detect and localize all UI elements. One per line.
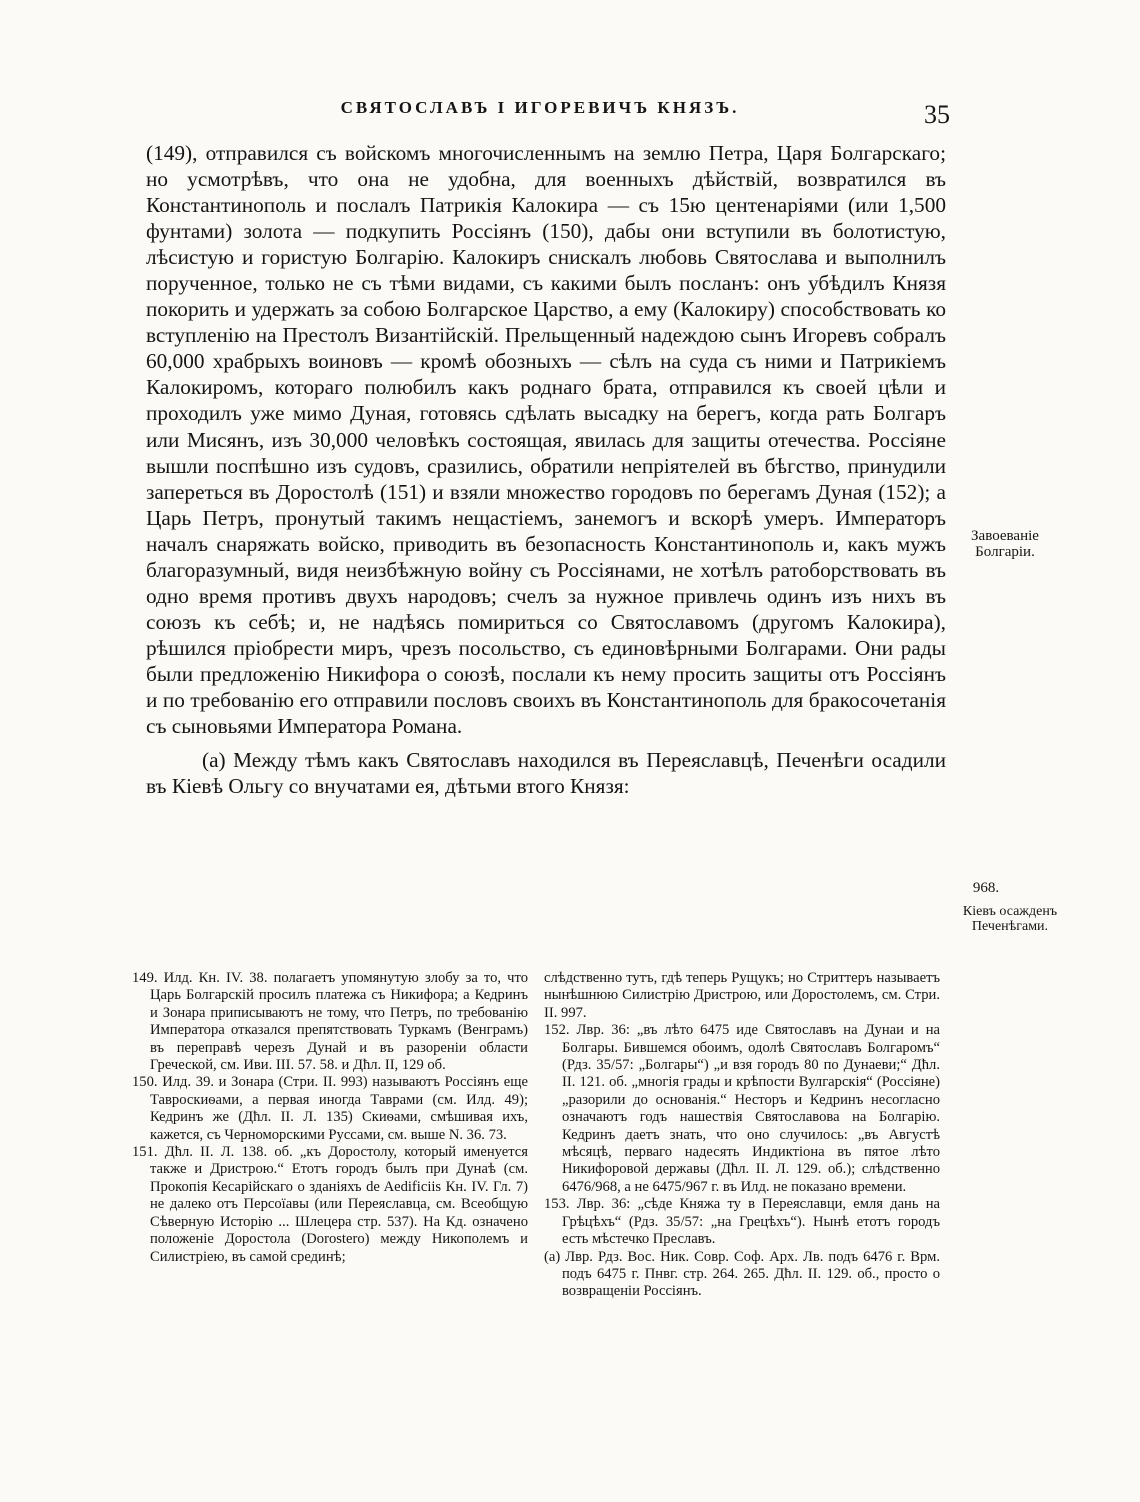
footnote-column-right: [544, 970, 940, 1301]
footnote-column-left: [132, 970, 528, 1301]
footnote: 149. Илд. Кн. IV. 38. полагаетъ упомянутую злобу за то, что Царь Болгарскій просилъ платежа съ Никифора; а Кедринъ и Зонара приписываютъ не тому, что Петръ, по требованію Императора отказался препятствовать Туркамъ (Венграмъ) въ переправѣ черезъ Дунай и въ разореніи области Греческой, см. Иви. III. 57. 58. и Дћл. II, 129 об.: [132, 970, 528, 1074]
footnote: 151. Дћл. II. Л. 138. об. „къ Доростолу, который именуется также и Дристрою.“ Етотъ городъ былъ при Дунаѣ (см. Прокопія Кесарійскаго о зданіяхъ de Aedificiis Кн. IV. Гл. 7) не далеко отъ Персоїавы (или Переяславца, см. Всеобщую Сѣверную Исторію ... Шлецера стр. 537). На Кд. означено положеніе Доростола (Dorostero) между Никополемъ и Силистріею, въ самой срединѣ;: [132, 1144, 528, 1265]
main-text: [146, 140, 946, 799]
footnotes: [132, 970, 940, 1301]
margin-note-kiev-siege: Кіевъ осажденъ Печенѣгами.: [962, 904, 1058, 934]
footnote: 150. Илд. 39. и Зонара (Стри. II. 993) называютъ Россіянъ еще Тавроскиѳами, а первая иногда Таврами (см. Илд. 49); Кедринъ же (Дћл. II. Л. 135) Скиѳами, смѣшивая ихъ, кажется, съ Черноморскими Руссами, см. выше N. 36. 73.: [132, 1074, 528, 1143]
footnote: 153. Лвр. 36: „сѣде Княжа ту в Переяславци, емля дань на Грѣцѣхъ“ (Рдз. 35/57: „на Грецѣхъ“). Нынѣ етотъ городъ есть мѣстечко Преславъ.: [544, 1196, 940, 1248]
footnote: (а) Лвр. Рдз. Вос. Ник. Совр. Соф. Арх. Лв. подъ 6476 г. Врм. подъ 6475 г. Пнвг. стр. 264. 265. Дћл. II. 129. об., просто о возвращеніи Россіянъ.: [544, 1248, 940, 1300]
page-number: 35: [924, 100, 950, 129]
main-paragraph: (149), отправился съ войскомъ многочисленнымъ на землю Петра, Царя Болгарскаго; но усмотрѣвъ, что она не удобна, для военныхъ дѣйствій, возвратился въ Константинополь и послалъ Патрикія Калокира — съ 15ю центенаріями (или 1,500 фунтами) золота — подкупить Россіянъ (150), дабы они вступили въ болотистую, лѣсистую и гористую Болгарію. Калокиръ снискалъ любовь Святослава и выполнилъ порученное, только не съ тѣми видами, съ какими былъ посланъ: онъ убѣдилъ Князя покорить и удержать за собою Болгарское Царство, а ему (Калокиру) способствовать ко вступленію на Престолъ Византійскій. Прельщенный надеждою сынъ Игоревъ собралъ 60,000 храбрыхъ воиновъ — кромѣ обозныхъ — сѣлъ на суда съ ними и Патрикіемъ Калокиромъ, котораго полюбилъ какъ роднаго брата, отправился къ своей цѣли и проходилъ уже мимо Дуная, готовясь сдѣлать высадку на берегъ, когда рать Болгаръ или Мисянъ, изъ 30,000 человѣкъ состоящая, явилась для защиты отечества. Россіяне вышли поспѣшно изъ судовъ, сразились, обратили непріятелей въ бѣгство, принудили запереться въ Доростолѣ (151) и взяли множество городовъ по берегамъ Дуная (152); а Царь Петръ, пронутый такимъ нещастіемъ, занемогъ и вскорѣ умеръ. Императоръ началъ снаряжать войско, приводить въ безопасность Константинополь и, какъ мужъ благоразумный, видя неизбѣжную войну съ Россіянами, не хотѣлъ ратоборствовать въ одно время противъ двухъ народовъ; счелъ за нужное привлечь одинъ изъ нихъ въ союзъ къ себѣ; и, не надѣясь помириться со Святославомъ (другомъ Калокира), рѣшился пріобрести миръ, чрезъ посольство, съ единовѣрными Болгарами. Они рады были предложенію Никифора о союзѣ, послали къ нему просить защиты отъ Россіянъ и по требованію его отправили пословъ своихъ въ Константинополь для бракосочетанія съ сыновьями Императора Романа.: [146, 141, 946, 739]
running-head: СВЯТОСЛАВЪ I ИГОРЕВИЧЪ КНЯЗЪ.: [340, 98, 740, 117]
margin-note-conquest: Завоеваніе Болгаріи.: [971, 528, 1039, 560]
footnote: 152. Лвр. 36: „въ лѣто 6475 иде Святославъ на Дунаи и на Болгары. Бившемся обоимъ, одолѣ Святославъ Болгаромъ“ (Рдз. 35/57: „Болгары“) „и взя городъ 80 по Дунаеви;“ Дћл. II. 121. об. „многія грады и крѣпости Вулгарскія“ (Россіяне) „разорили до основанія.“ Несторъ и Кедринъ несогласно означаютъ годъ нашествія Святославова на Болгарію. Кедринъ даетъ знать, что оно случилось: „въ Августѣ мѣсяцѣ, перваго надесять Индиктіона въ пятое лѣто Никифоровой державы (Дћл. II. Л. 129. об.); слѣдственно 6476/968, а не 6475/967 г. въ Илд. не показано времени.: [544, 1022, 940, 1195]
footnote-continuation: слѣдственно тутъ, гдѣ теперь Рущукъ; но Стриттеръ называетъ нынѣшнюю Силистрію Дристрою, или Доростолемъ, см. Стри. II. 997.: [544, 970, 940, 1021]
main-paragraph: (а) Между тѣмъ какъ Святославъ находился въ Переяславцѣ, Печенѣги осадили въ Кіевѣ Ольгу со внучатами ея, дѣтьми втого Князя:: [146, 748, 946, 799]
margin-note-year: 968.: [972, 880, 1000, 896]
